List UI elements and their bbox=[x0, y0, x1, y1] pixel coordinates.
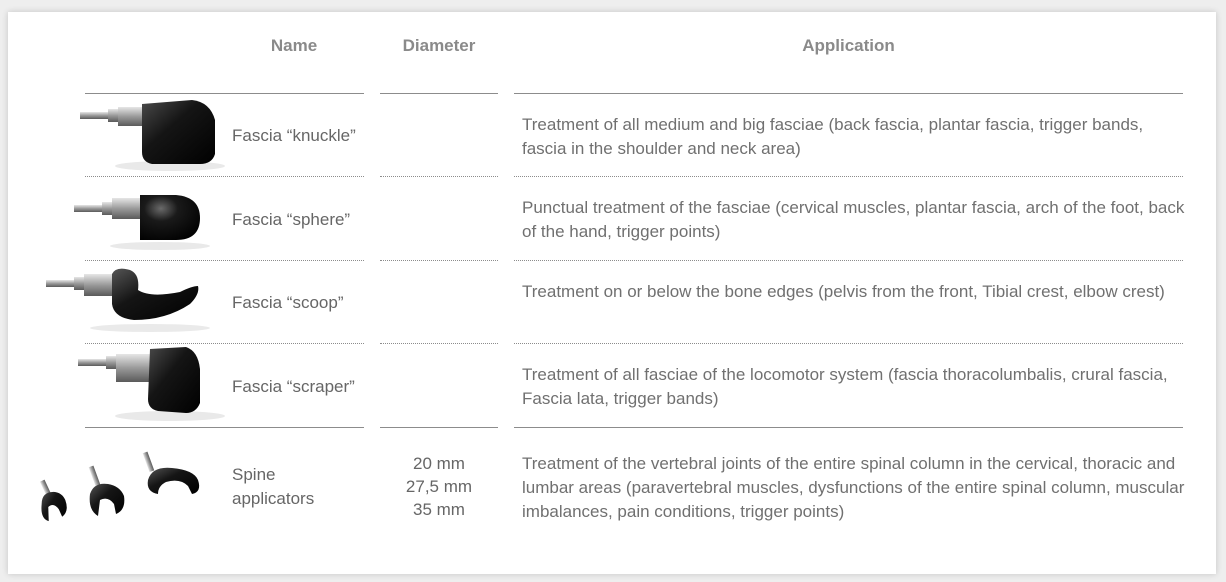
fascia-knuckle-applicator-image bbox=[60, 96, 230, 174]
row-divider bbox=[380, 343, 498, 344]
row-3-name: Fascia “scoop” bbox=[232, 293, 344, 312]
row-1-name: Fascia “knuckle” bbox=[232, 126, 356, 145]
row-2-name: Fascia “sphere” bbox=[232, 210, 351, 229]
group-divider bbox=[514, 427, 1183, 428]
row-1-application: Treatment of all medium and big fasciae (back fascia, plantar fascia, trigger bands, fascia in the shoulder and neck area) bbox=[522, 115, 1144, 158]
row-5-name-line-2: applicators bbox=[232, 489, 315, 508]
row-divider bbox=[380, 260, 498, 261]
row-4-application: Treatment of all fasciae of the locomotor system (fascia thoracolumbalis, crural fascia, Fascia lata, trigger bands) bbox=[522, 365, 1168, 408]
row-5-diameter-1: 20 mm bbox=[413, 454, 465, 473]
row-divider bbox=[85, 343, 364, 344]
row-5-application: Treatment of the vertebral joints of the entire spinal column in the cervical, thoracic and lumbar areas (paravertebral muscles, dysfunctions of the entire spinal column, muscular imbalances, pain conditions, trigger points) bbox=[522, 454, 1185, 521]
row-divider bbox=[85, 176, 364, 177]
group-divider bbox=[85, 427, 364, 428]
header-application: Application bbox=[802, 36, 895, 55]
header-name: Name bbox=[270, 36, 318, 55]
header-divider-diameter bbox=[380, 93, 498, 94]
spine-applicators-image bbox=[34, 450, 206, 530]
row-divider bbox=[85, 260, 364, 261]
row-divider bbox=[514, 176, 1183, 177]
header-divider-name bbox=[85, 93, 364, 94]
row-5-diameter-2: 27,5 mm bbox=[405, 477, 473, 496]
row-5-name-line-1: Spine bbox=[232, 465, 276, 484]
group-divider bbox=[380, 427, 498, 428]
header-divider-application bbox=[514, 93, 1183, 94]
fascia-sphere-applicator-image bbox=[60, 184, 230, 254]
fascia-scoop-applicator-image bbox=[40, 264, 230, 336]
row-divider bbox=[514, 343, 1183, 344]
row-4-name: Fascia “scraper” bbox=[232, 377, 355, 396]
row-divider bbox=[514, 260, 1183, 261]
header-diameter: Diameter bbox=[402, 36, 476, 55]
row-3-application: Treatment on or below the bone edges (pelvis from the front, Tibial crest, elbow crest) bbox=[522, 282, 1165, 301]
fascia-scraper-applicator-image bbox=[60, 345, 230, 423]
row-divider bbox=[380, 176, 498, 177]
row-2-application: Punctual treatment of the fasciae (cervical muscles, plantar fascia, arch of the foot, back of the hand, trigger points) bbox=[522, 198, 1185, 241]
row-5-diameter-3: 35 mm bbox=[413, 500, 465, 519]
